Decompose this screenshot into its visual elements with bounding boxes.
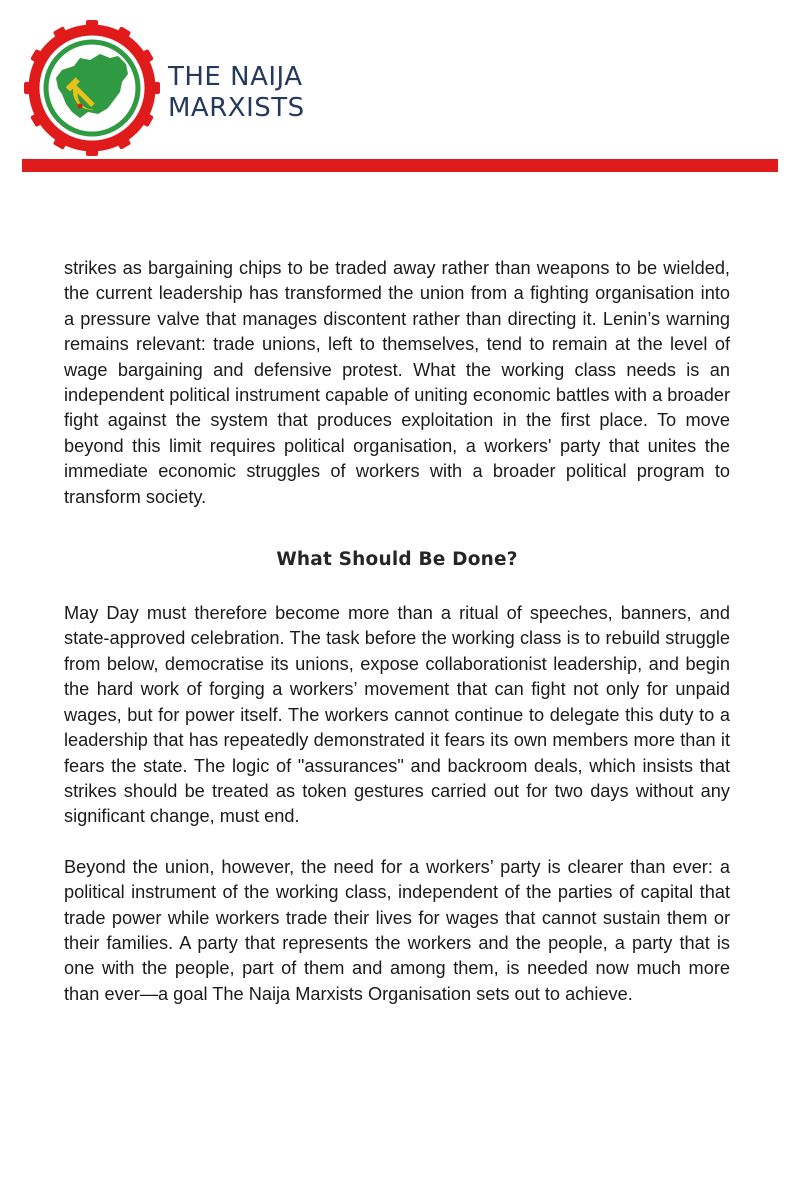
brand-line-1: THE NAIJA (168, 62, 303, 92)
article-paragraph-3: Beyond the union, however, the need for a workers’ party is clearer than ever: a political instrument of the working class, independent of the parties of capital that trade power while workers trade their lives for wages that cannot sustain them or their families. A party that represents the workers and the people, a party that is one with the people, part of them and among them, is needed now much more than ever—a goal The Naija Marxists Organisation sets out to achieve. (64, 856, 730, 1004)
gear-map-hammer-sickle-logo (22, 18, 162, 158)
article-paragraph-2: May Day must therefore become more than a ritual of speeches, banners, and state-approved celebration. The task before the working class is to rebuild struggle from below, democratise its unions, expose collaborationist leadership, and begin the hard work of forging a workers’ movement that can fight not only for unpaid wages, but for power itself. The workers cannot continue to delegate this duty to a leadership that has repeatedly demonstrated it fears its own members more than it fears the state. The logic of "assurances" and backroom deals, which insists that strikes should be treated as token gestures carried out for two days without any significant change, must end. (64, 603, 730, 827)
brand-name (168, 62, 305, 124)
article-body (64, 256, 730, 1007)
section-heading: What Should Be Done? (276, 549, 518, 571)
paragraph-spacer (64, 830, 730, 855)
page-header (0, 0, 800, 180)
article-paragraph-1: strikes as bargaining chips to be traded away rather than weapons to be wielded, the current leadership has transformed the union from a fighting organisation into a pressure valve that manages discontent rather than directing it. Lenin’s warning remains relevant: trade unions, left to themselves, tend to remain at the level of wage bargaining and defensive protest. What the working class needs is an independent political instrument capable of uniting economic battles with a broader fight against the system that produces exploitation in the first place. To move beyond this limit requires political organisation, a workers' party that unites the immediate economic struggles of workers with a broader political program to transform society. (64, 258, 730, 507)
header-divider (22, 159, 778, 172)
brand-line-2: MARXISTS (168, 93, 305, 123)
